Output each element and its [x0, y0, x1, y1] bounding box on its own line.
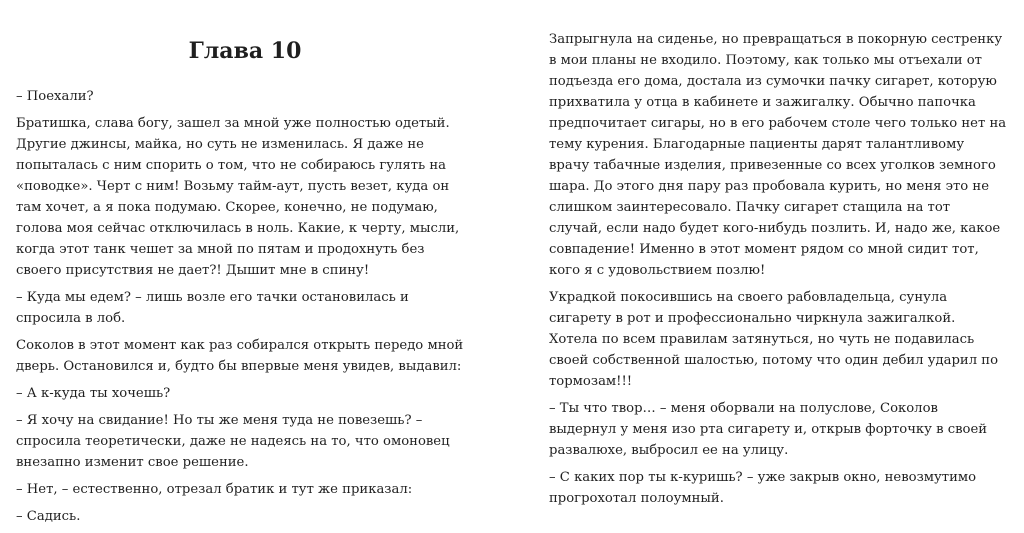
paragraph: – А к-куда ты хочешь?: [16, 386, 171, 401]
paragraph: – С каких пор ты к-куришь? – уже закрыв окно, невозмутимо прогрохотал полоумный.: [549, 470, 977, 506]
paragraph: Украдкой покосившись на своего рабовладельца, сунула сигарету в рот и профессионально чиркнула зажигалкой. Хотела по всем правилам затянуться, но чуть не подавилась своей собственной шалостью, потому что один дебил ударил по тормозам!!!: [549, 290, 999, 389]
paragraph: – Садись.: [16, 509, 81, 524]
chapter-title: Глава 10: [188, 38, 302, 64]
left-page: [16, 0, 474, 533]
paragraph: – Нет, – естественно, отрезал братик и тут же приказал:: [16, 482, 413, 497]
paragraph: – Я хочу на свидание! Но ты же меня туда не повезешь? – спросила теоретически, даже не надеясь на то, что омоновец внезапно изменит свое решение.: [16, 413, 450, 470]
paragraph: – Поехали?: [16, 89, 94, 104]
paragraph: Запрыгнула на сиденье, но превращаться в покорную сестренку в мои планы не входило. Поэтому, как только мы отъехали от подъезда его дома, достала из сумочки пачку сигарет, которую прихватила у отца в кабинете и зажигалку. Обычно папочка предпочитает сигары, но в его рабочем столе чего только нет на тему курения. Благодарные пациенты дарят талантливому врачу табачные изделия, привезенные со всех уголков земного шара. До этого дня пару раз пробовала курить, но меня это не слишком заинтересовало. Пачку сигарет стащила на тот случай, если надо будет кого-нибудь позлить. И, надо же, какое совпадение! Именно в этот момент рядом со мной сидит тот, кого я с удовольствием позлю!: [549, 32, 1007, 278]
paragraph: – Куда мы едем? – лишь возле его тачки остановилась и спросила в лоб.: [16, 290, 409, 326]
right-page: [549, 0, 1007, 515]
paragraph: Соколов в этот момент как раз собирался открыть передо мной дверь. Остановился и, будто бы впервые меня увидев, выдавил:: [16, 338, 464, 374]
paragraph: Братишка, слава богу, зашел за мной уже полностью одетый. Другие джинсы, майка, но суть не изменилась. Я даже не попыталась с ним спорить о том, что не собираюсь гулять на «поводке». Черт с ним! Возьму тайм-аут, пусть везет, куда он там хочет, а я пока подумаю. Скорее, конечно, не подумаю, голова моя сейчас отключилась в ноль. Какие, к черту, мысли, когда этот танк чешет за мной по пятам и продохнуть без своего присутствия не дает?! Дышит мне в спину!: [16, 116, 460, 278]
paragraph: – Ты что твор… – меня оборвали на полуслове, Соколов выдернул у меня изо рта сигарету и, открыв форточку в своей развалюхе, выбросил ее на улицу.: [549, 401, 988, 458]
